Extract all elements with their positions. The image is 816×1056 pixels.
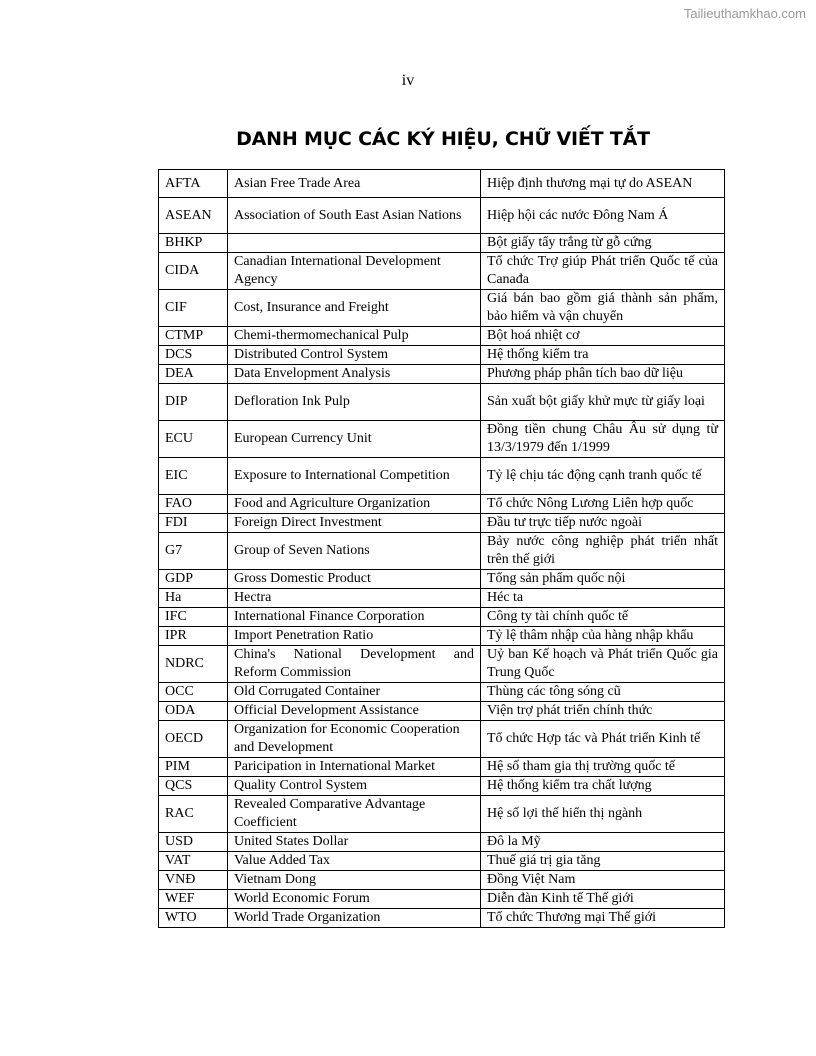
abbreviation-cell: WTO xyxy=(159,909,228,928)
vietnamese-term-cell: Viện trợ phát triển chính thức xyxy=(481,702,725,721)
abbreviation-cell: IFC xyxy=(159,608,228,627)
vietnamese-term-cell: Hệ thống kiểm tra xyxy=(481,346,725,365)
vietnamese-term-cell: Tổ chức Thương mại Thế giới xyxy=(481,909,725,928)
abbreviation-cell: CIF xyxy=(159,290,228,327)
english-term-cell: Old Corrugated Container xyxy=(228,683,481,702)
abbreviation-cell: IPR xyxy=(159,627,228,646)
english-term-cell: Data Envelopment Analysis xyxy=(228,365,481,384)
vietnamese-term-cell: Hiệp định thương mại tự do ASEAN xyxy=(481,170,725,198)
table-row xyxy=(159,608,725,627)
english-term-cell: Cost, Insurance and Freight xyxy=(228,290,481,327)
vietnamese-term-cell: Đồng tiền chung Châu Âu sử dụng từ 13/3/1979 đến 1/1999 xyxy=(481,421,725,458)
abbreviation-cell: DEA xyxy=(159,365,228,384)
vietnamese-term-cell: Bột giấy tẩy trắng từ gỗ cứng xyxy=(481,234,725,253)
vietnamese-term-cell: Bột hoá nhiệt cơ xyxy=(481,327,725,346)
vietnamese-term-cell: Tỷ lệ thâm nhập của hàng nhập khẩu xyxy=(481,627,725,646)
vietnamese-term-cell: Hệ số tham gia thị trường quốc tế xyxy=(481,758,725,777)
english-term-cell: Asian Free Trade Area xyxy=(228,170,481,198)
vietnamese-term-cell: Hệ số lợi thế hiển thị ngành xyxy=(481,796,725,833)
english-term-cell: Revealed Comparative Advantage Coefficient xyxy=(228,796,481,833)
table-row xyxy=(159,909,725,928)
table-row xyxy=(159,570,725,589)
vietnamese-term-cell: Hệ thống kiểm tra chất lượng xyxy=(481,777,725,796)
abbreviation-cell: ECU xyxy=(159,421,228,458)
table-row xyxy=(159,346,725,365)
table-row xyxy=(159,495,725,514)
table-row xyxy=(159,198,725,234)
abbreviation-cell: FAO xyxy=(159,495,228,514)
table-row xyxy=(159,852,725,871)
english-term-cell: Group of Seven Nations xyxy=(228,533,481,570)
abbreviation-cell: VNĐ xyxy=(159,871,228,890)
abbreviation-cell: OECD xyxy=(159,721,228,758)
english-term-cell: Gross Domestic Product xyxy=(228,570,481,589)
english-term-cell: Association of South East Asian Nations xyxy=(228,198,481,234)
english-term-cell: United States Dollar xyxy=(228,833,481,852)
vietnamese-term-cell: Tổ chức Nông Lương Liên hợp quốc xyxy=(481,495,725,514)
table-row xyxy=(159,758,725,777)
vietnamese-term-cell: Hiệp hội các nước Đông Nam Á xyxy=(481,198,725,234)
english-term-cell: Value Added Tax xyxy=(228,852,481,871)
vietnamese-term-cell: Diễn đàn Kinh tế Thế giới xyxy=(481,890,725,909)
vietnamese-term-cell: Thuế giá trị gia tăng xyxy=(481,852,725,871)
english-term-cell: Vietnam Dong xyxy=(228,871,481,890)
abbreviation-cell: WEF xyxy=(159,890,228,909)
table-row xyxy=(159,702,725,721)
vietnamese-term-cell: Sản xuất bột giấy khử mực từ giấy loại xyxy=(481,384,725,421)
vietnamese-term-cell: Bảy nước công nghiệp phát triển nhất trên thế giới xyxy=(481,533,725,570)
abbreviation-cell: CIDA xyxy=(159,253,228,290)
english-term-cell: Import Penetration Ratio xyxy=(228,627,481,646)
abbreviation-cell: AFTA xyxy=(159,170,228,198)
table-row xyxy=(159,589,725,608)
table-row xyxy=(159,533,725,570)
vietnamese-term-cell: Công ty tài chính quốc tế xyxy=(481,608,725,627)
vietnamese-term-cell: Đồng Việt Nam xyxy=(481,871,725,890)
english-term-cell: China's National Development and Reform Commission xyxy=(228,646,481,683)
vietnamese-term-cell: Phương pháp phân tích bao dữ liệu xyxy=(481,365,725,384)
abbreviation-cell: OCC xyxy=(159,683,228,702)
page-number: iv xyxy=(401,72,415,89)
english-term-cell: Defloration Ink Pulp xyxy=(228,384,481,421)
table-row xyxy=(159,421,725,458)
english-term-cell: Organization for Economic Cooperation and Development xyxy=(228,721,481,758)
vietnamese-term-cell: Uỷ ban Kế hoạch và Phát triển Quốc gia Trung Quốc xyxy=(481,646,725,683)
abbreviation-cell: DCS xyxy=(159,346,228,365)
vietnamese-term-cell: Tổ chức Trợ giúp Phát triển Quốc tế của Canađa xyxy=(481,253,725,290)
abbreviation-cell: CTMP xyxy=(159,327,228,346)
table-row xyxy=(159,290,725,327)
abbreviation-cell: GDP xyxy=(159,570,228,589)
abbreviation-cell: FDI xyxy=(159,514,228,533)
abbreviation-cell: G7 xyxy=(159,533,228,570)
vietnamese-term-cell: Tổng sản phẩm quốc nội xyxy=(481,570,725,589)
english-term-cell: Foreign Direct Investment xyxy=(228,514,481,533)
abbreviation-cell: EIC xyxy=(159,458,228,495)
abbreviation-cell: QCS xyxy=(159,777,228,796)
vietnamese-term-cell: Tổ chức Hợp tác và Phát triển Kinh tế xyxy=(481,721,725,758)
english-term-cell: World Trade Organization xyxy=(228,909,481,928)
watermark: Tailieuthamkhao.com xyxy=(683,6,806,21)
table-row xyxy=(159,777,725,796)
page-title: DANH MỤC CÁC KÝ HIỆU, CHỮ VIẾT TẮT xyxy=(236,128,650,150)
table-row xyxy=(159,234,725,253)
abbreviation-cell: Ha xyxy=(159,589,228,608)
table-row xyxy=(159,796,725,833)
table-row xyxy=(159,721,725,758)
english-term-cell: Distributed Control System xyxy=(228,346,481,365)
vietnamese-term-cell: Đầu tư trực tiếp nước ngoài xyxy=(481,514,725,533)
abbreviation-cell: NDRC xyxy=(159,646,228,683)
table-row xyxy=(159,683,725,702)
table-row xyxy=(159,253,725,290)
english-term-cell: Food and Agriculture Organization xyxy=(228,495,481,514)
english-term-cell: World Economic Forum xyxy=(228,890,481,909)
abbreviation-cell: RAC xyxy=(159,796,228,833)
abbreviation-cell: ODA xyxy=(159,702,228,721)
vietnamese-term-cell: Héc ta xyxy=(481,589,725,608)
table-row xyxy=(159,627,725,646)
abbreviation-cell: USD xyxy=(159,833,228,852)
table-row xyxy=(159,871,725,890)
table-row xyxy=(159,170,725,198)
abbreviation-cell: DIP xyxy=(159,384,228,421)
vietnamese-term-cell: Giá bán bao gồm giá thành sản phẩm, bảo hiểm và vận chuyển xyxy=(481,290,725,327)
abbreviation-cell: BHKP xyxy=(159,234,228,253)
table-row xyxy=(159,833,725,852)
english-term-cell: Canadian International Development Agency xyxy=(228,253,481,290)
english-term-cell: Official Development Assistance xyxy=(228,702,481,721)
english-term-cell: Hectra xyxy=(228,589,481,608)
english-term-cell: Quality Control System xyxy=(228,777,481,796)
vietnamese-term-cell: Thùng các tông sóng cũ xyxy=(481,683,725,702)
abbreviation-table xyxy=(158,169,725,928)
english-term-cell: Paricipation in International Market xyxy=(228,758,481,777)
abbreviation-cell: PIM xyxy=(159,758,228,777)
abbreviation-cell: ASEAN xyxy=(159,198,228,234)
vietnamese-term-cell: Tỷ lệ chịu tác động cạnh tranh quốc tế xyxy=(481,458,725,495)
table-row xyxy=(159,890,725,909)
table-row xyxy=(159,646,725,683)
english-term-cell: Chemi-thermomechanical Pulp xyxy=(228,327,481,346)
english-term-cell: European Currency Unit xyxy=(228,421,481,458)
table-row xyxy=(159,384,725,421)
table-row xyxy=(159,365,725,384)
english-term-cell: International Finance Corporation xyxy=(228,608,481,627)
table-row xyxy=(159,458,725,495)
vietnamese-term-cell: Đô la Mỹ xyxy=(481,833,725,852)
english-term-cell: Exposure to International Competition xyxy=(228,458,481,495)
table-row xyxy=(159,327,725,346)
abbreviation-cell: VAT xyxy=(159,852,228,871)
table-row xyxy=(159,514,725,533)
english-term-cell xyxy=(228,234,481,253)
